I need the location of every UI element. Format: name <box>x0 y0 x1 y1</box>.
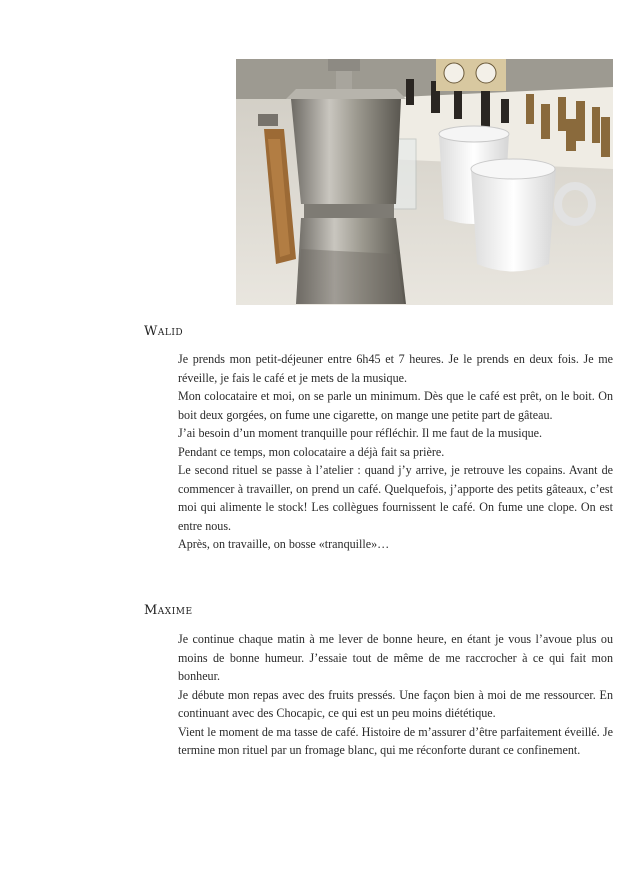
paragraph: Après, on travaille, on bosse «tranquille»… <box>178 537 390 551</box>
paragraph: Vient le moment de ma tasse de café. Histoire de m’assurer d’être parfaitement éveillé. Je termine mon rituel par un fromage blanc, qui me réconforte durant ce confinement. <box>178 724 613 757</box>
paragraph: Pendant ce temps, mon colocataire a déjà fait sa prière. <box>178 444 445 459</box>
testimony-walid <box>178 350 613 554</box>
paragraph: Je continue chaque matin à me lever de bonne heure, en étant je vous l’avoue plus ou moins de bonne humeur. J’essaie tout de même de me raccrocher à ce qui fait mon bonheur. <box>178 632 613 683</box>
paragraph: Mon colocataire et moi, on se parle un minimum. Dès que le café est prêt, on le boit. On boit deux gorgées, on fume une cigarette, on mange une petite part de gâteau. <box>178 389 613 422</box>
paragraph: J’ai besoin d’un moment tranquille pour réfléchir. Il me faut de la musique. <box>178 426 543 440</box>
speaker-name-maxime: Maxime <box>144 603 193 618</box>
speaker-name-walid: Walid <box>144 324 184 339</box>
coffee-pot-chess-photo <box>236 59 613 305</box>
paragraph: Le second rituel se passe à l’atelier : quand j’y arrive, je retrouve les copains. Avant de commencer à travailler, on prend un café. Quelquefois, j’apporte des petits gâteaux, c’est moi qui alimente le stock! Les collègues fournissent le café. On fume une clope. On est entre nous. <box>178 463 613 533</box>
paragraph: Je prends mon petit-déjeuner entre 6h45 et 7 heures. Je le prends en deux fois. Je me réveille, je fais le café et je mets de la musique. <box>178 352 613 385</box>
testimony-maxime <box>178 630 613 760</box>
paragraph: Je débute mon repas avec des fruits pressés. Une façon bien à moi de me ressourcer. En continuant avec des Chocapic, ce qui est un peu moins diététique. <box>178 687 613 720</box>
